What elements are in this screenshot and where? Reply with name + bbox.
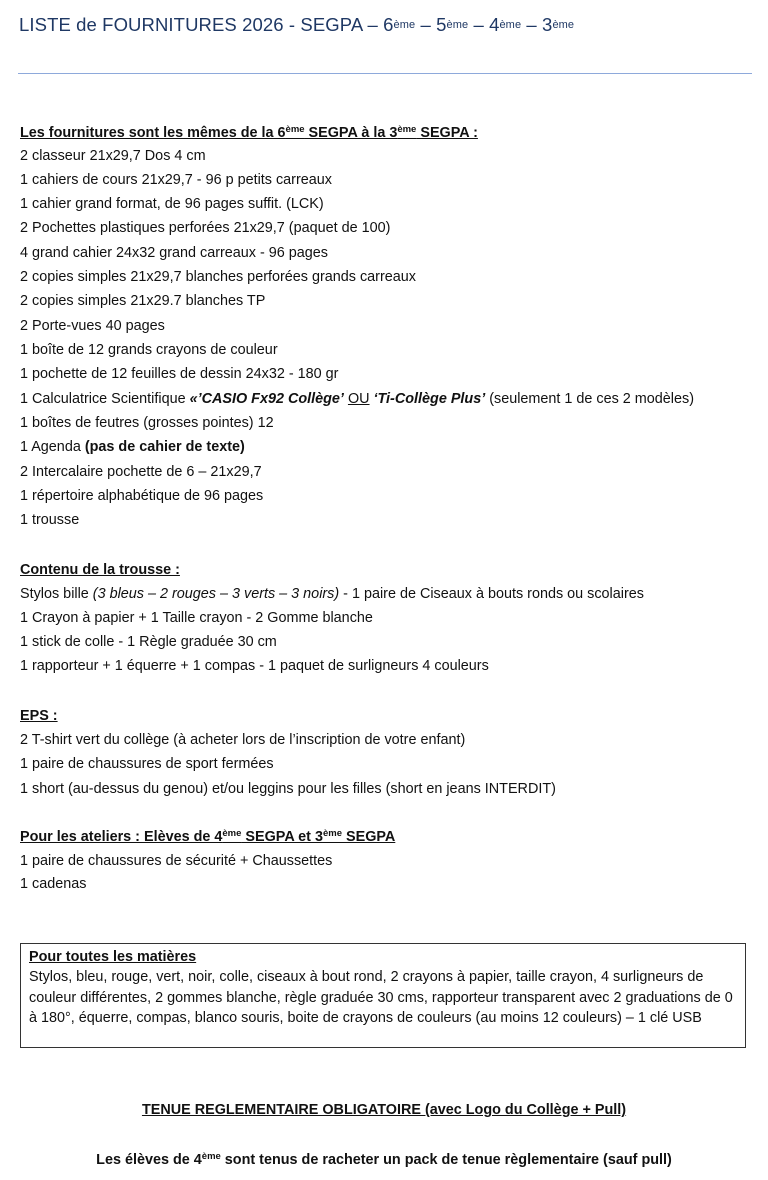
title-sup: ème (446, 19, 469, 31)
title-sup: ème (552, 19, 575, 31)
supply-item: 2 Pochettes plastiques perforées 21x29,7 (paquet de 100) (20, 220, 391, 236)
page-title (19, 14, 574, 36)
workshops-heading: Pour les ateliers : Elèves de 4ème SEGPA et 3ème SEGPA (20, 828, 396, 845)
workshop-item: 1 cadenas (20, 876, 87, 892)
supply-item: 4 grand cahier 24x32 grand carreaux - 96 pages (20, 245, 329, 261)
title-text: – 5 (415, 14, 447, 35)
supply-item: 1 cahiers de cours 21x29,7 - 96 p petits carreaux (20, 172, 332, 188)
all-subjects-box (20, 943, 746, 1048)
supply-item: 1 boîte de 12 grands crayons de couleur (20, 342, 278, 358)
title-sup: ème (499, 19, 522, 31)
pencil-case-item: 1 rapporteur + 1 équerre + 1 compas - 1 paquet de surligneurs 4 couleurs (20, 658, 489, 674)
all-subjects-body: Stylos, bleu, rouge, vert, noir, colle, ciseaux à bout rond, 2 crayons à papier, taille crayon, 4 surligneurs de couleur différentes, 2 gommes blanche, règle graduée 30 cms, rapporteur transparent avec 2 graduations de 0 à 180°, équerre, compas, blanco souris, boite de crayons de couleurs (au moins 12 couleurs) – 1 clé USB (29, 969, 733, 1027)
title-sup: ème (393, 19, 416, 31)
pencil-case-heading: Contenu de la trousse : (20, 562, 180, 578)
pencil-case-item: 1 Crayon à papier + 1 Taille crayon - 2 Gomme blanche (20, 610, 373, 626)
eps-item: 1 paire de chaussures de sport fermées (20, 756, 274, 772)
supply-item: 1 pochette de 12 feuilles de dessin 24x32 - 180 gr (20, 366, 339, 382)
supply-item: 1 répertoire alphabétique de 96 pages (20, 488, 264, 504)
pencil-case-item: 1 stick de colle - 1 Règle graduée 30 cm (20, 634, 277, 650)
title-text: – 3 (521, 14, 553, 35)
agenda-item: 1 Agenda (pas de cahier de texte) (20, 439, 245, 455)
all-subjects-title: Pour toutes les matières (29, 949, 197, 965)
supply-item: 2 classeur 21x29,7 Dos 4 cm (20, 148, 206, 164)
title-text: LISTE de FOURNITURES 2026 - SEGPA – 6 (19, 14, 394, 35)
supply-item: 1 trousse (20, 512, 80, 528)
eps-heading: EPS : (20, 708, 58, 724)
uniform-notice: TENUE REGLEMENTAIRE OBLIGATOIRE (avec Logo du Collège + Pull) (141, 1102, 627, 1118)
pencil-case-item: Stylos bille (3 bleus – 2 rouges – 3 verts – 3 noirs) - 1 paire de Ciseaux à bouts ronds ou scolaires (20, 586, 644, 602)
supply-item: 2 Porte-vues 40 pages (20, 318, 165, 334)
workshop-item: 1 paire de chaussures de sécurité + Chaussettes (20, 853, 333, 869)
eps-item: 2 T-shirt vert du collège (à acheter lors de l’inscription de votre enfant) (20, 732, 466, 748)
supply-item: 2 copies simples 21x29.7 blanches TP (20, 293, 266, 309)
supply-item: 2 Intercalaire pochette de 6 – 21x29,7 (20, 464, 262, 480)
uniform-pack-notice: Les élèves de 4ème sont tenus de racheter un pack de tenue règlementaire (sauf pull) (96, 1151, 672, 1168)
eps-item: 1 short (au-dessus du genou) et/ou leggins pour les filles (short en jeans INTERDIT) (20, 781, 556, 797)
supply-item: 1 cahier grand format, de 96 pages suffit. (LCK) (20, 196, 324, 212)
title-divider (18, 73, 752, 74)
calculator-item: 1 Calculatrice Scientifique «’CASIO Fx92 Collège’ OU ‘Ti-Collège Plus’ (seulement 1 de ces 2 modèles) (20, 391, 694, 407)
supplies-heading: Les fournitures sont les mêmes de la 6ème SEGPA à la 3ème SEGPA : (20, 124, 478, 141)
title-text: – 4 (468, 14, 500, 35)
supply-item: 1 boîtes de feutres (grosses pointes) 12 (20, 415, 274, 431)
supply-item: 2 copies simples 21x29,7 blanches perforées grands carreaux (20, 269, 416, 285)
